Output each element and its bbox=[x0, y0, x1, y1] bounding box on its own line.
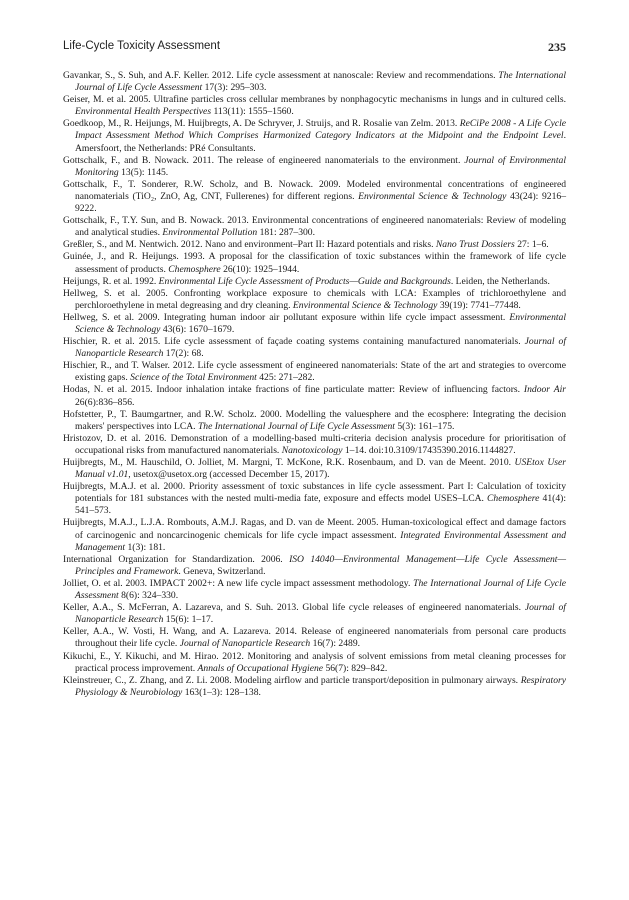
reference-text: Kikuchi, E., Y. Kikuchi, and M. Hirao. 2012. Monitoring and analysis of solvent emissions from metal cleaning processes for practical process improvement. bbox=[63, 650, 566, 674]
reference-text: Keller, A.A., W. Vosti, H. Wang, and A. Lazareva. 2014. Release of engineered nanomaterials from personal care products throughout their life cycle. bbox=[63, 626, 566, 650]
reference-citation-details: . Geneva, Switzerland. bbox=[178, 565, 266, 577]
reference-citation-details: , usetox@usetox.org (accessed December 15, 2017). bbox=[128, 469, 330, 481]
reference-entry bbox=[63, 251, 566, 275]
reference-entry bbox=[63, 651, 566, 675]
reference-entry bbox=[63, 384, 566, 408]
reference-entry bbox=[63, 433, 566, 457]
reference-entry bbox=[63, 118, 566, 154]
reference-source-title: Journal of Nanoparticle Research bbox=[75, 602, 566, 626]
reference-citation-details: 16(7): 2489. bbox=[310, 638, 361, 650]
running-title: Life-Cycle Toxicity Assessment bbox=[63, 40, 221, 52]
reference-citation-details: 43(6): 1670–1679. bbox=[160, 323, 235, 335]
reference-entry bbox=[63, 155, 566, 179]
reference-citation-details: 113(11): 1555–1560. bbox=[211, 106, 294, 118]
reference-entry bbox=[63, 94, 566, 118]
reference-text: Hellweg, S. et al. 2005. Confronting workplace exposure to chemicals with LCA: Examples of trichloroethylene and perchloroethylene in metal degreasing and dry cleaning. bbox=[63, 287, 566, 311]
reference-citation-details: 13(5): 1145. bbox=[118, 166, 169, 178]
reference-source-title: Chemosphere bbox=[487, 493, 540, 505]
reference-citation-details: 163(1–3): 128–138. bbox=[182, 686, 261, 698]
reference-entry bbox=[63, 675, 566, 699]
reference-citation-details: 17(3): 295–303. bbox=[202, 82, 267, 94]
reference-entry bbox=[63, 360, 566, 384]
reference-text: Hofstetter, P., T. Baumgartner, and R.W. Scholz. 2000. Modelling the valuesphere and the ecosphere: Integrating the decision makers' perspectives into LCA. bbox=[63, 408, 566, 432]
reference-source-title: Environmental Science & Technology bbox=[292, 299, 438, 311]
reference-text: Huijbregts, M.A.J. et al. 2000. Priority assessment of toxic substances in life cycle assessment. Part I: Calculation of toxicity potentials for 181 substances with the nested multi-media fate, exposure and effects model USES–LCA. bbox=[63, 481, 566, 505]
reference-text: Jolliet, O. et al. 2003. IMPACT 2002+: A new life cycle impact assessment methodology. bbox=[63, 577, 414, 589]
reference-entry bbox=[63, 215, 566, 239]
reference-text: Greßler, S., and M. Nentwich. 2012. Nano and environment–Part II: Hazard potentials and risks. bbox=[63, 239, 436, 251]
reference-citation-details: 5(3): 161–175. bbox=[394, 420, 455, 432]
reference-text: Huijbregts, M., M. Hauschild, O. Jolliet, M. Margni, T. McKone, R.K. Rosenbaum, and D. van de Meent. 2010. bbox=[63, 457, 515, 468]
reference-citation-details: 26(10): 1925–1944. bbox=[220, 263, 300, 275]
reference-entry bbox=[63, 457, 566, 481]
reference-text: Gavankar, S., S. Suh, and A.F. Keller. 2012. Life cycle assessment at nanoscale: Review and recommendations. bbox=[63, 70, 499, 81]
reference-source-title: Chemosphere bbox=[168, 263, 221, 275]
reference-text: Gottschalk, F., T. Sonderer, R.W. Scholz, and B. Nowack. 2009. Modeled environmental concentrations of engineered nanomaterials (TiO₂, ZnO, Ag, CNT, Fullerenes) for different regions. bbox=[63, 178, 566, 202]
reference-text: Hristozov, D. et al. 2016. Demonstration of a modelling-based multi-criteria decision analysis procedure for prioritisation of occupational risks from manufactured nanomaterials. bbox=[63, 432, 566, 456]
reference-entry bbox=[63, 312, 566, 336]
reference-source-title: ReCiPe 2008 - A Life Cycle Impact Assessment Method Which Comprises Harmonized Category Indicators at the Midpoint and the Endpoint Level bbox=[75, 118, 567, 142]
reference-text: International Organization for Standardization. 2006. bbox=[63, 553, 290, 565]
reference-text: Heijungs, R. et al. 1992. bbox=[63, 275, 159, 287]
reference-citation-details: 39(19): 7741–77448. bbox=[437, 299, 521, 311]
reference-entry bbox=[63, 336, 566, 360]
reference-citation-details: . Leiden, the Netherlands. bbox=[450, 275, 550, 287]
reference-text: Goedkoop, M., R. Heijungs, M. Huijbregts, A. De Schryver, J. Struijs, and R. Rosalie van Zelm. 2013. bbox=[63, 118, 460, 130]
reference-citation-details: 1–14. doi:10.3109/17435390.2016.1144827. bbox=[342, 444, 516, 456]
reference-source-title: Environmental Pollution bbox=[162, 227, 258, 239]
reference-entry bbox=[63, 517, 566, 553]
reference-citation-details: 17(2): 68. bbox=[163, 348, 204, 360]
page-number: 235 bbox=[548, 40, 566, 54]
reference-entry bbox=[63, 288, 566, 312]
reference-list bbox=[63, 70, 566, 699]
reference-source-title: Environmental Science & Technology bbox=[358, 190, 507, 202]
reference-source-title: Respiratory Physiology & Neurobiology bbox=[75, 674, 566, 698]
reference-citation-details: . Amersfoort, the Netherlands: PRé Consultants. bbox=[75, 130, 566, 154]
reference-text: Kleinstreuer, C., Z. Zhang, and Z. Li. 2008. Modeling airflow and particle transport/deposition in pulmonary airways. bbox=[63, 674, 521, 686]
reference-entry bbox=[63, 481, 566, 517]
reference-citation-details: 15(6): 1–17. bbox=[163, 614, 214, 626]
reference-source-title: The International Journal of Life Cycle Assessment bbox=[75, 577, 566, 602]
reference-source-title: Integrated Environmental Assessment and Management bbox=[75, 529, 566, 553]
reference-citation-details: 56(7): 829–842. bbox=[323, 662, 388, 674]
reference-entry bbox=[63, 554, 566, 578]
reference-citation-details: 181: 287–300. bbox=[257, 227, 316, 239]
reference-entry bbox=[63, 239, 566, 251]
reference-text: Hodas, N. et al. 2015. Indoor inhalation intake fractions of fine particulate matter: Review of influencing factors. bbox=[63, 384, 524, 396]
reference-text: Hischier, R. et al. 2015. Life cycle assessment of façade coating systems containing manufactured nanomaterials. bbox=[63, 336, 525, 348]
reference-text: Hellweg, S. et al. 2009. Integrating human indoor air pollutant exposure within life cycle impact assessment. bbox=[63, 311, 510, 323]
reference-source-title: Journal of Environmental Monitoring bbox=[75, 154, 566, 178]
reference-citation-details: 8(6): 324–330. bbox=[118, 590, 179, 602]
reference-entry bbox=[63, 70, 566, 94]
reference-citation-details: 425: 271–282. bbox=[256, 372, 315, 384]
reference-source-title: Annals of Occupational Hygiene bbox=[197, 662, 324, 674]
reference-source-title: Environmental Health Perspectives bbox=[75, 106, 212, 118]
reference-source-title: The International Journal of Life Cycle Assessment bbox=[75, 70, 567, 94]
reference-entry bbox=[63, 626, 566, 650]
reference-source-title: Indoor Air bbox=[523, 384, 566, 396]
reference-entry bbox=[63, 276, 566, 288]
reference-citation-details: 27: 1–6. bbox=[514, 239, 549, 251]
reference-source-title: Environmental Life Cycle Assessment of Products—Guide and Backgrounds bbox=[158, 275, 451, 287]
reference-text: Gottschalk, F., T.Y. Sun, and B. Nowack. 2013. Environmental concentrations of engineered nanomaterials: Review of modeling and analytical studies. bbox=[63, 215, 566, 239]
reference-source-title: Nano Trust Dossiers bbox=[435, 239, 515, 251]
reference-text: Geiser, M. et al. 2005. Ultrafine particles cross cellular membranes by nonphagocytic mechanisms in lungs and in cultured cells. bbox=[63, 94, 566, 106]
reference-source-title: ISO 14040—Environmental Management—Life Cycle Assessment—Principles and Framework bbox=[75, 553, 566, 577]
reference-source-title: Nanotoxicology bbox=[281, 444, 343, 456]
reference-entry bbox=[63, 602, 566, 626]
reference-citation-details: 41(4): 541–573. bbox=[75, 493, 566, 517]
reference-citation-details: 1(3): 181. bbox=[125, 541, 166, 553]
reference-citation-details: 26(6):836–856. bbox=[75, 396, 135, 408]
reference-source-title: Journal of Nanoparticle Research bbox=[179, 638, 311, 650]
reference-entry bbox=[63, 179, 566, 215]
reference-source-title: The International Journal of Life Cycle Assessment bbox=[197, 420, 395, 432]
running-header bbox=[63, 40, 566, 56]
reference-text: Hischier, R., and T. Walser. 2012. Life cycle assessment of engineered nanomaterials: State of the art and strategies to overcome existing gaps. bbox=[63, 360, 566, 384]
reference-text: Gottschalk, F., and B. Nowack. 2011. The release of engineered nanomaterials to the environment. bbox=[63, 154, 465, 166]
reference-entry bbox=[63, 578, 566, 602]
reference-text: Keller, A.A., S. McFerran, A. Lazareva, and S. Suh. 2013. Global life cycle releases of engineered nanomaterials. bbox=[63, 602, 525, 614]
reference-citation-details: 43(24): 9216–9222. bbox=[75, 190, 566, 215]
reference-source-title: Environmental Science & Technology bbox=[75, 311, 566, 335]
reference-text: Guinée, J., and R. Heijungs. 1993. A proposal for the classification of toxic substances within the framework of life cycle assessment of products. bbox=[63, 251, 566, 275]
reference-source-title: Journal of Nanoparticle Research bbox=[75, 336, 566, 360]
reference-source-title: USEtox User Manual v1.01 bbox=[75, 457, 566, 481]
reference-text: Huijbregts, M.A.J., L.J.A. Rombouts, A.M.J. Ragas, and D. van de Meent. 2005. Human-toxicological effect and damage factors of carcinogenic and noncarcinogenic chemicals for life cycle impact assessment. bbox=[63, 517, 566, 541]
reference-source-title: Science of the Total Environment bbox=[130, 372, 257, 384]
reference-entry bbox=[63, 409, 566, 433]
